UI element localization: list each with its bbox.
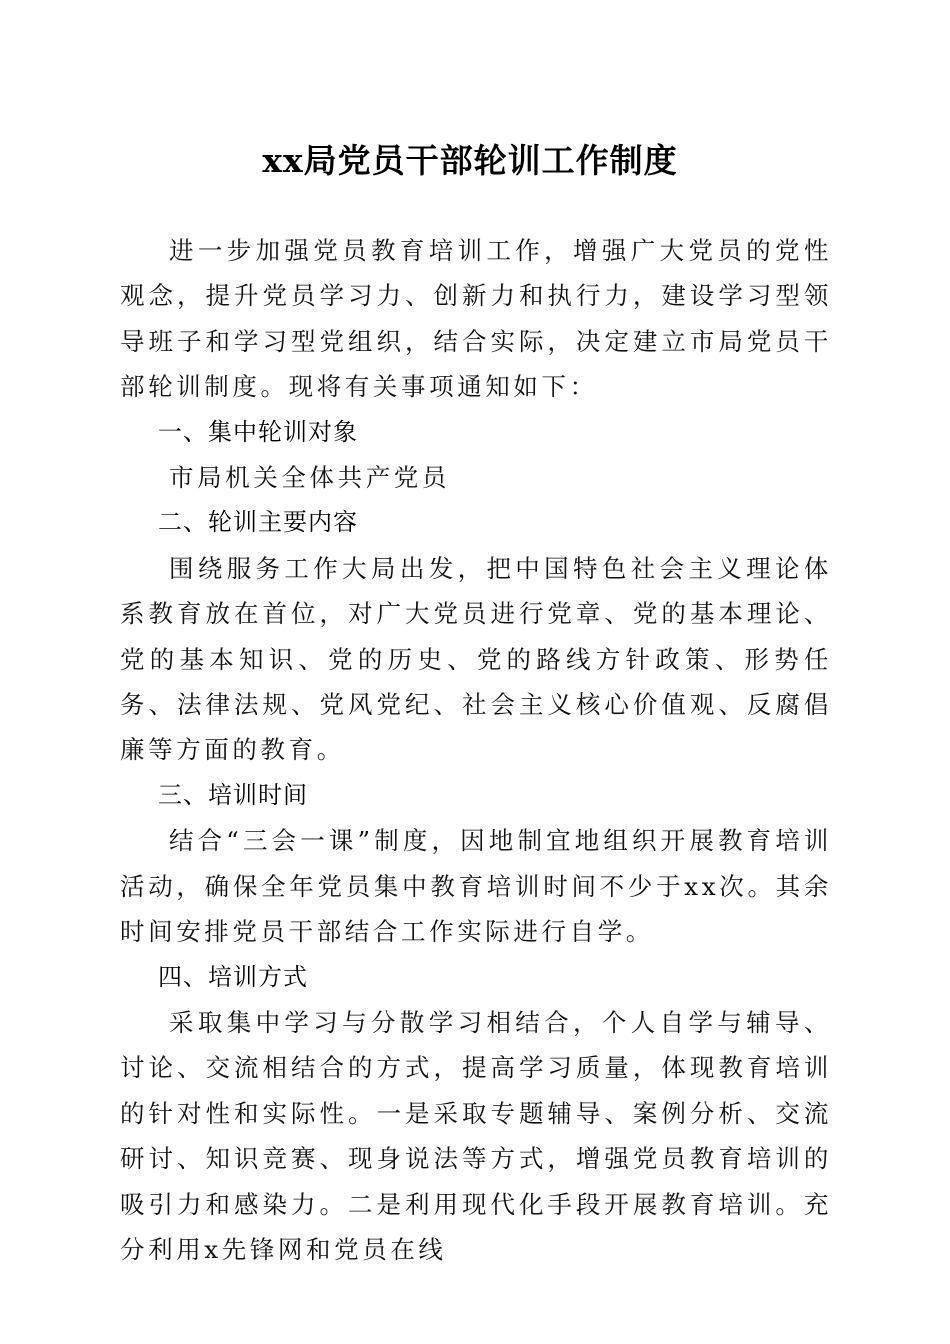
section-heading-targets: 一、集中轮训对象	[158, 417, 358, 446]
section-text-method: 采取集中学习与分散学习相结合，个人自学与辅导、讨论、交流相结合的方式，提高学习质量，体现教育培训的针对性和实际性。一是采取专题辅导、案例分析、交流研讨、知识竞赛、现身说法等方式，增强党员教育培训的吸引力和感染力。二是利用现代化手段开展教育培训。充分利用x先锋网和党员在线	[120, 1007, 832, 1264]
intro-paragraph: 进一步加强党员教育培训工作，增强广大党员的党性观念，提升党员学习力、创新力和执行力，建设学习型领导班子和学习型党组织，结合实际，决定建立市局党员干部轮训制度。现将有关事项通知如下：	[120, 236, 832, 402]
document-title: xx局党员干部轮训工作制度	[262, 141, 678, 180]
section-text-time: 结合“三会一课”制度，因地制宜地组织开展教育培训活动，确保全年党员集中教育培训时间不少于xx次。其余时间安排党员干部结合工作实际进行自学。	[120, 826, 832, 947]
section-heading-content: 二、轮训主要内容	[158, 508, 358, 537]
section-heading-time: 三、培训时间	[158, 780, 308, 809]
document-body	[120, 228, 832, 1272]
section-heading-method: 四、培训方式	[158, 962, 308, 991]
section-text-content: 围绕服务工作大局出发，把中国特色社会主义理论体系教育放在首位，对广大党员进行党章、党的基本理论、党的基本知识、党的历史、党的路线方针政策、形势任务、法律法规、党风党纪、社会主义核心价值观、反腐倡廉等方面的教育。	[120, 553, 832, 765]
section-text-targets: 市局机关全体共产党员	[169, 463, 450, 493]
